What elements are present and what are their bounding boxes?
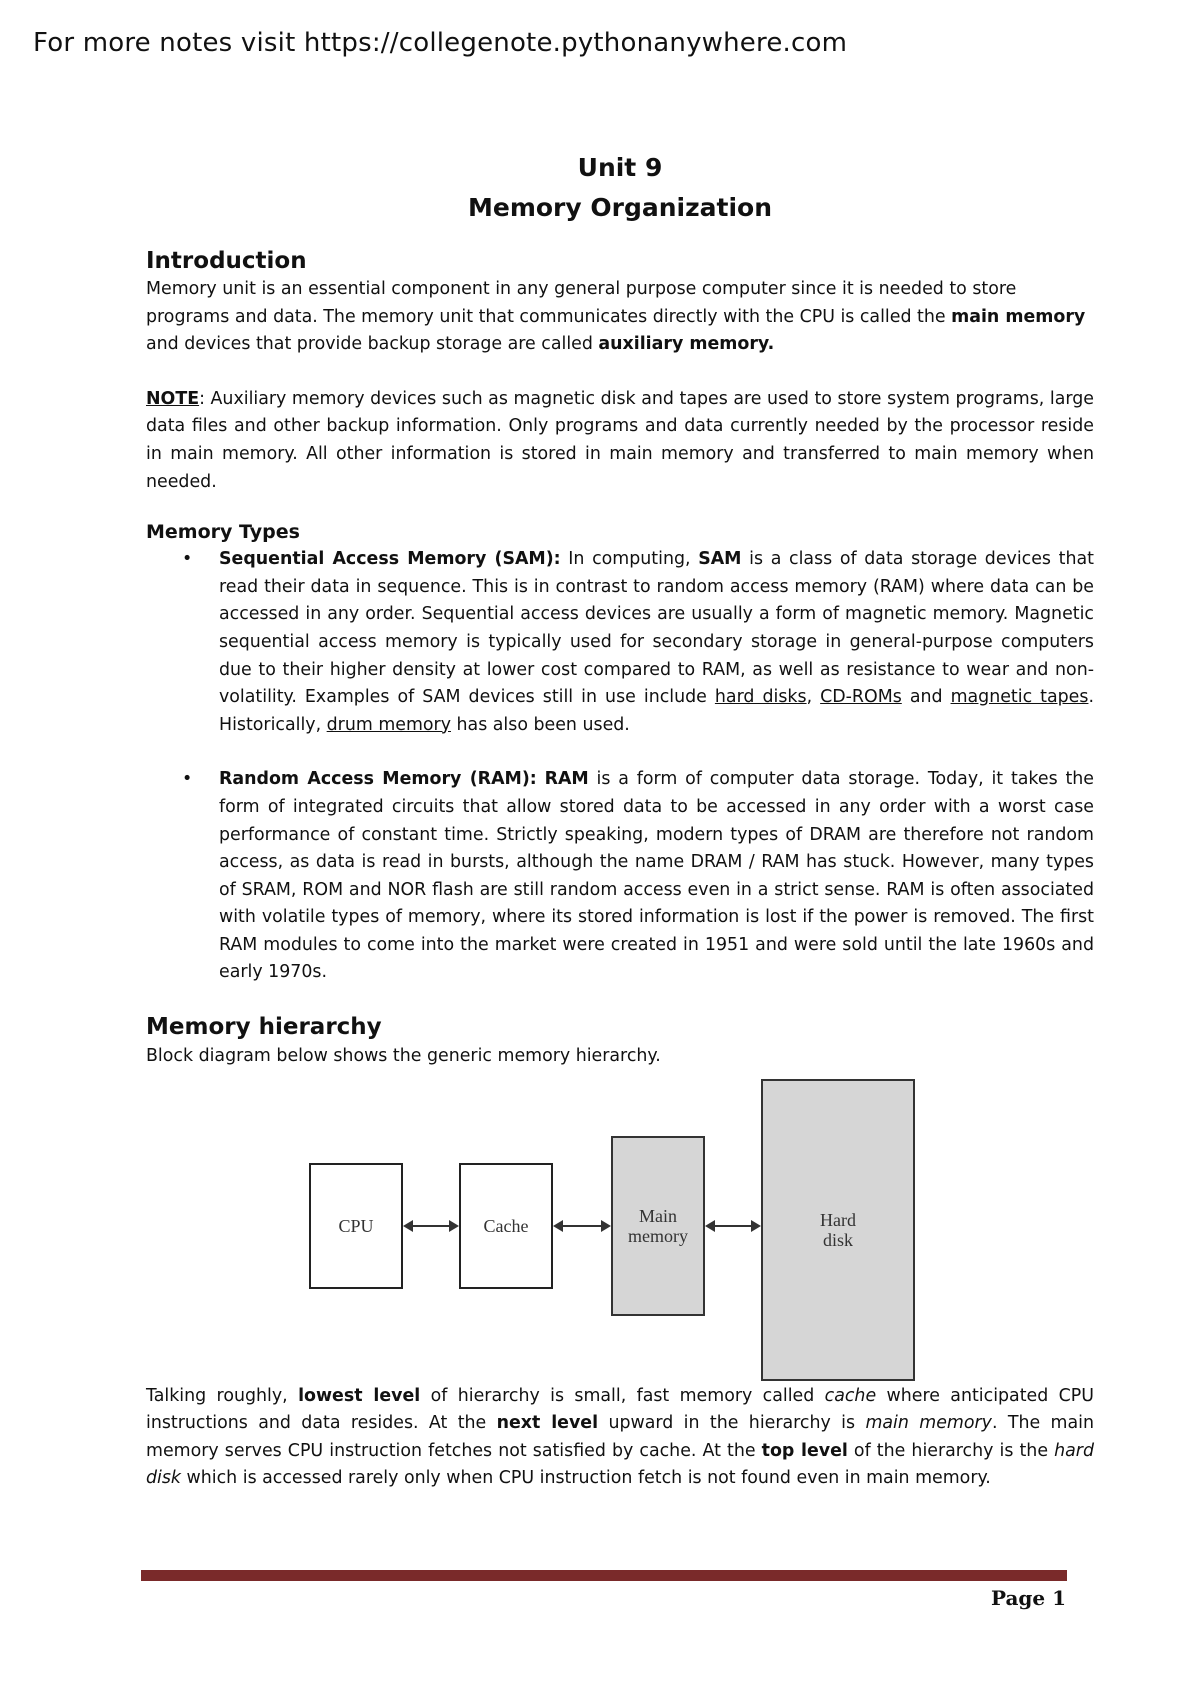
note-paragraph: NOTE: Auxiliary memory devices such as magnetic disk and tapes are used to store system programs, large data files and other backup information. Only programs and data currently needed by the processor reside in main memory. All other information is stored in main memory and transferred to main memory when needed.	[146, 388, 1094, 492]
page-title: Memory Organization	[467, 193, 773, 222]
hierarchy-paragraph: Talking roughly, lowest level of hierarchy is small, fast memory called cache where anticipated CPU instructions and data resides. At the next level upward in the hierarchy is main memory. The main memory serves CPU instruction fetches not satisfied by cache. At the top level of the hierarchy is the hard disk which is accessed rarely only when CPU instruction fetch is not found even in main memory.	[146, 1385, 1095, 1489]
unit-title: Unit 9	[577, 153, 663, 182]
link-cd-roms[interactable]: CD-ROMs	[820, 687, 902, 708]
hard-disk-box: Hard disk	[761, 1079, 915, 1381]
memory-hierarchy-diagram	[146, 1075, 1094, 1383]
list-item-ram: • Random Access Memory (RAM): RAM is a form of computer data storage. Today, it takes the form of integrated circuits that allow stored data to be accessed in any order with a worst case performance of constant time. Strictly speaking, modern types of DRAM are therefore not random access, as data is read in bursts, although the name DRAM / RAM has stuck. However, many types of SRAM, ROM and NOR flash are still random access even in a strict sense. RAM is often associated with volatile types of memory, where its stored information is lost if the power is removed. The first RAM modules to come into the market were created in 1951 and were sold until the late 1960s and early 1970s.	[146, 766, 1094, 987]
diagram-caption: Block diagram below shows the generic memory hierarchy.	[146, 1046, 661, 1067]
link-hard-disks[interactable]: hard disks	[714, 687, 807, 708]
cache-box: Cache	[459, 1163, 553, 1289]
intro-paragraph: Memory unit is an essential component in any general purpose computer since it is needed to store programs and data. The memory unit that communicates directly with the CPU is called the main memory and devices that provide backup storage are called auxiliary memory.	[146, 279, 1086, 355]
list-item-sam: • Sequential Access Memory (SAM): In computing, SAM is a class of data storage devices that read their data in sequence. This is in contrast to random access memory (RAM) where data can be accessed in any order. Sequential access devices are usually a form of magnetic memory. Magnetic sequential access memory is typically used for secondary storage in general-purpose computers due to their higher density at lower cost compared to RAM, as well as resistance to wear and non-volatility. Examples of SAM devices still in use include hard disks, CD-ROMs and magnetic tapes. Historically, drum memory has also been used.	[146, 546, 1094, 739]
link-magnetic-tapes[interactable]: magnetic tapes	[950, 687, 1089, 708]
page-content	[146, 148, 1094, 1493]
memory-hierarchy-heading: Memory hierarchy	[146, 1014, 382, 1041]
main-memory-box: Main memory	[611, 1136, 705, 1316]
watermark-text: For more notes visit https://collegenote.pythonanywhere.com	[33, 28, 848, 58]
footer-rule	[141, 1570, 1067, 1581]
main-disk-arrow	[707, 1225, 759, 1227]
bullet-icon: •	[182, 549, 193, 570]
intro-heading: Introduction	[146, 248, 307, 274]
bullet-icon: •	[182, 769, 193, 790]
link-drum-memory[interactable]: drum memory	[326, 714, 451, 735]
page-number: Page 1	[990, 1586, 1066, 1610]
note-label: NOTE	[146, 388, 200, 409]
memory-types-list	[146, 546, 1094, 987]
cpu-box: CPU	[309, 1163, 403, 1289]
cpu-cache-arrow	[405, 1225, 457, 1227]
cache-main-arrow	[555, 1225, 609, 1227]
memory-types-heading: Memory Types	[146, 521, 300, 544]
